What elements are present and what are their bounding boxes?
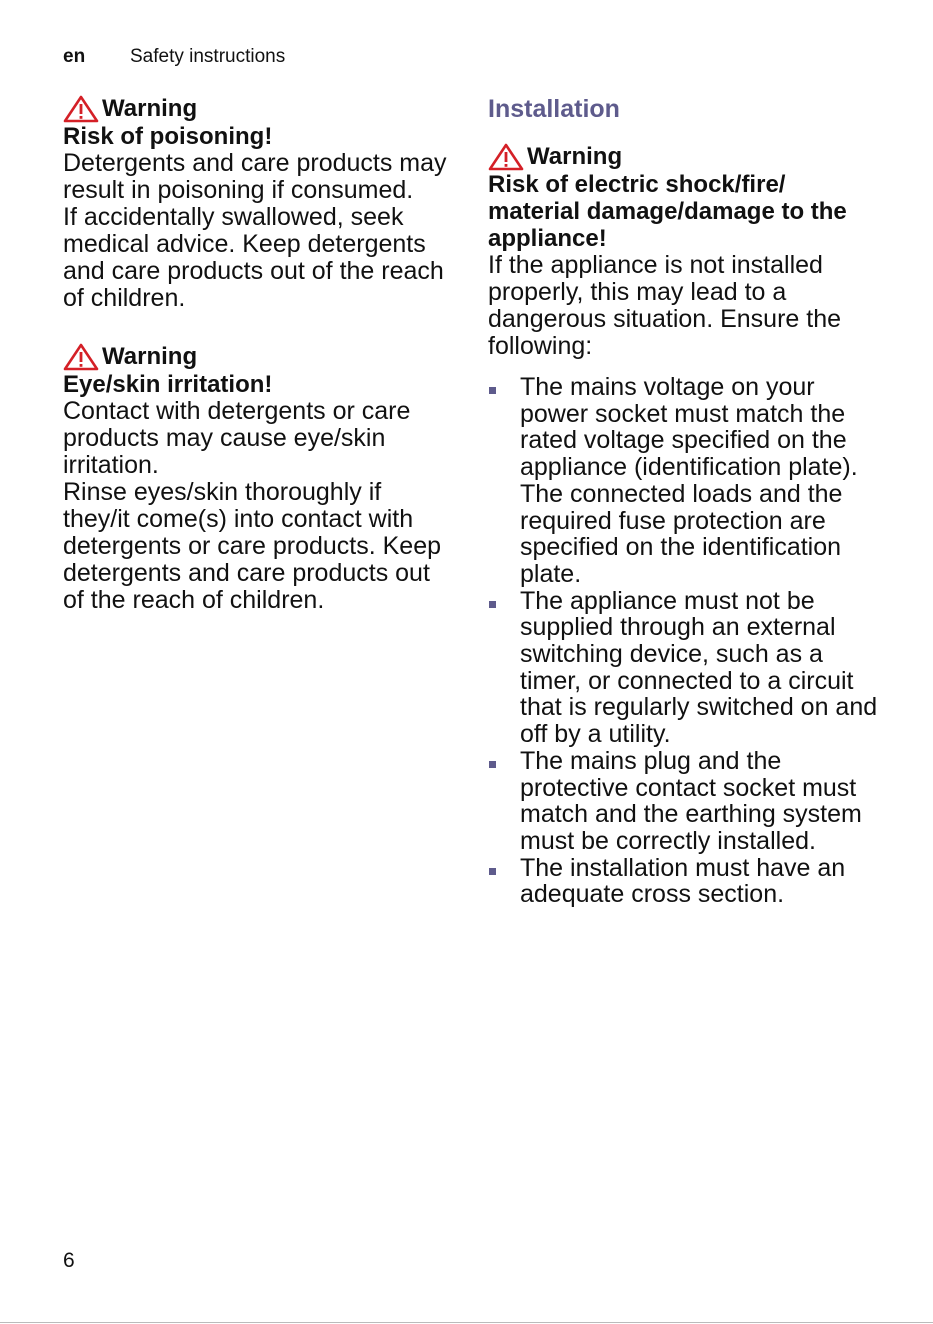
page-number: 6 xyxy=(63,1249,75,1272)
warning-label: Warning xyxy=(102,95,198,122)
right-column xyxy=(488,94,878,908)
warning-label: Warning xyxy=(102,343,198,370)
square-bullet-icon xyxy=(489,601,496,608)
warning-header xyxy=(488,142,878,171)
paragraph: If the appliance is not installed properly, this may lead to a dangerous situation. Ensure the following: xyxy=(488,251,842,360)
list-item-text: The appliance must not be supplied through an external switching device, such as a timer, or connected to a circuit that is regularly switched on and off by a utility. xyxy=(520,586,878,749)
paragraph: Detergents and care products may result in poisoning if consumed. xyxy=(63,149,447,204)
section-heading-installation: Installation xyxy=(488,95,620,123)
paragraph: If accidentally swallowed, seek medical advice. Keep detergents and care products out of the reach of children. xyxy=(63,203,444,312)
warning-text xyxy=(63,150,448,312)
warning-text xyxy=(488,252,878,360)
warning-triangle-icon xyxy=(63,343,99,371)
list-item xyxy=(488,855,878,908)
square-bullet-icon xyxy=(489,868,496,875)
square-bullet-icon xyxy=(489,761,496,768)
list-item xyxy=(488,588,878,748)
paragraph: Rinse eyes/skin thoroughly if they/it come(s) into contact with detergents or care products. Keep detergents and care products out of the reach of children. xyxy=(63,478,442,614)
warning-triangle-icon xyxy=(488,143,524,171)
warning-poisoning xyxy=(63,94,448,312)
language-code: en xyxy=(63,46,86,67)
warning-triangle-icon xyxy=(63,95,99,123)
installation-requirements-list xyxy=(488,374,878,908)
warning-label: Warning xyxy=(527,143,623,170)
warning-title: Risk of poisoning! xyxy=(63,123,273,150)
warning-title: Eye/skin irritation! xyxy=(63,371,273,398)
paragraph: Contact with detergents or care products may cause eye/skin irritation. xyxy=(63,397,411,479)
list-item-text: The mains plug and the protective contact socket must match and the earthing system must be correctly installed. xyxy=(520,746,862,855)
warning-electric-shock xyxy=(488,142,878,360)
warning-eye-skin xyxy=(63,342,448,614)
warning-text xyxy=(63,398,448,614)
warning-header xyxy=(63,342,448,371)
section-title: Safety instructions xyxy=(130,46,286,67)
list-item-text: The installation must have an adequate cross section. xyxy=(520,853,846,909)
page-edge-divider xyxy=(0,1322,933,1323)
square-bullet-icon xyxy=(489,387,496,394)
warning-header xyxy=(63,94,448,123)
page-header xyxy=(63,46,286,68)
left-column xyxy=(63,94,448,644)
list-item-text: The mains voltage on your power socket must match the rated voltage specified on the appliance (identification plate). The connected loads and the required fuse protection are specified on the identification plate. xyxy=(520,373,858,588)
warning-title: Risk of electric shock/fire/ material damage/damage to the appliance! xyxy=(488,171,847,252)
list-item xyxy=(488,748,878,855)
list-item xyxy=(488,374,878,588)
